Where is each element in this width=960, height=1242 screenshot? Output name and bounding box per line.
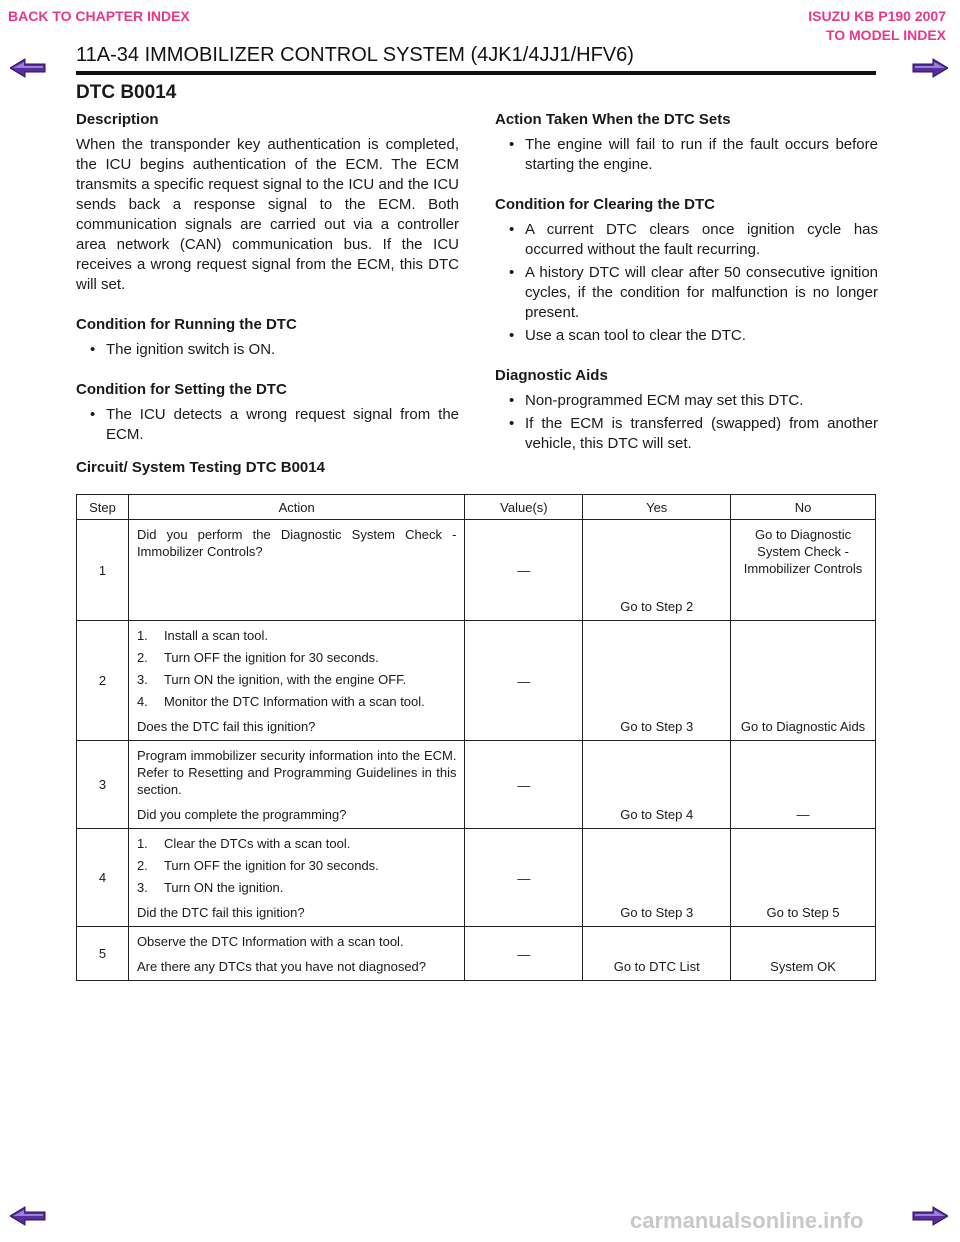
table-row [77, 741, 876, 829]
no-cell: Go to Diagnostic Aids [731, 621, 876, 741]
action-question: Does the DTC fail this ignition? [136, 719, 316, 734]
back-to-chapter-index-link[interactable]: BACK TO CHAPTER INDEX [8, 8, 190, 24]
next-page-arrow-icon[interactable] [912, 1206, 948, 1226]
previous-page-arrow-icon[interactable] [10, 58, 46, 78]
action-cell [128, 741, 465, 829]
setting-heading: Condition for Setting the DTC [76, 381, 287, 398]
action-cell [128, 927, 465, 981]
aids-heading: Diagnostic Aids [495, 367, 608, 384]
value-cell: — [465, 927, 583, 981]
list-item: • The ignition switch is ON. [90, 341, 276, 358]
action-intro: Program immobilizer security information into the ECM. Refer to Resetting and Programming Guidelines in this section. [136, 748, 457, 797]
to-model-index-link[interactable]: TO MODEL INDEX [825, 27, 946, 43]
list-item: 4. Monitor the DTC Information with a scan tool. [136, 694, 425, 709]
header-step: Step [77, 495, 129, 520]
list-item: • A current DTC clears once ignition cycle has occurred without the fault recurring. [509, 221, 878, 258]
yes-cell: Go to Step 2 [583, 520, 731, 621]
left-column [76, 110, 459, 465]
running-heading: Condition for Running the DTC [76, 316, 297, 333]
clearing-heading: Condition for Clearing the DTC [495, 196, 715, 213]
description-text: When the transponder key authentication is completed, the ICU begins authentication of the ECM. The ECM transmits a specific request signal to the ICU and the ICU sends back a response signal to the ECM. Both communication signals are carried out via a controller area network (CAN) communication bus. If the ICU receives a wrong request signal from the ECM, this DTC will set. [76, 136, 459, 293]
table-row [77, 621, 876, 741]
list-item: • Non-programmed ECM may set this DTC. [509, 392, 804, 409]
list-item: • The ICU detects a wrong request signal from the ECM. [90, 406, 459, 443]
yes-cell: Go to Step 3 [583, 621, 731, 741]
diagnostic-table [76, 494, 876, 981]
running-list [76, 340, 459, 360]
table-header-row [77, 495, 876, 520]
step-number: 1 [77, 520, 129, 621]
value-cell: — [465, 829, 583, 927]
no-cell: — [731, 741, 876, 829]
action-question: Are there any DTCs that you have not diagnosed? [136, 959, 427, 974]
yes-cell: Go to DTC List [583, 927, 731, 981]
list-item: 2. Turn OFF the ignition for 30 seconds. [136, 858, 379, 873]
no-cell: Go to Step 5 [731, 829, 876, 927]
header-no: No [731, 495, 876, 520]
list-item: 1. Install a scan tool. [136, 628, 268, 643]
right-column [495, 110, 878, 474]
action-cell [128, 829, 465, 927]
description-heading: Description [76, 111, 159, 128]
value-cell: — [465, 621, 583, 741]
step-number: 2 [77, 621, 129, 741]
action-question: Did the DTC fail this ignition? [136, 905, 305, 920]
header-rule [76, 71, 876, 75]
list-item: 3. Turn ON the ignition, with the engine OFF. [136, 672, 407, 687]
list-item: 3. Turn ON the ignition. [136, 880, 284, 895]
list-item: • The engine will fail to run if the fault occurs before starting the engine. [509, 136, 878, 173]
aids-list [495, 391, 878, 454]
list-item: 2. Turn OFF the ignition for 30 seconds. [136, 650, 379, 665]
yes-cell: Go to Step 3 [583, 829, 731, 927]
substep-list [137, 627, 457, 710]
page-header-title: 11A-34 IMMOBILIZER CONTROL SYSTEM (4JK1/4JJ1/HFV6) [76, 44, 634, 66]
model-title-link[interactable]: ISUZU KB P190 2007 [808, 8, 946, 24]
previous-page-arrow-icon[interactable] [10, 1206, 46, 1226]
step-number: 4 [77, 829, 129, 927]
action-intro: Did you perform the Diagnostic System Check - Immobilizer Controls? [136, 527, 457, 559]
list-item: • A history DTC will clear after 50 consecutive ignition cycles, if the condition for malfunction is no longer present. [509, 264, 878, 321]
no-cell: System OK [731, 927, 876, 981]
table-row [77, 520, 876, 621]
action-intro: Observe the DTC Information with a scan tool. [136, 934, 404, 949]
no-cell: Go to Diagnostic System Check - Immobilizer Controls [731, 520, 876, 621]
list-item: • Use a scan tool to clear the DTC. [509, 327, 746, 344]
action-question: Did you complete the programming? [136, 807, 347, 822]
value-cell: — [465, 741, 583, 829]
list-item: • If the ECM is transferred (swapped) from another vehicle, this DTC will set. [509, 415, 878, 452]
yes-cell: Go to Step 4 [583, 741, 731, 829]
action-heading: Action Taken When the DTC Sets [495, 111, 731, 128]
circuit-testing-title: Circuit/ System Testing DTC B0014 [76, 459, 325, 476]
step-number: 3 [77, 741, 129, 829]
next-page-arrow-icon[interactable] [912, 58, 948, 78]
table-row [77, 829, 876, 927]
watermark: carmanualsonline.info [630, 1208, 864, 1233]
clearing-list [495, 220, 878, 346]
value-cell: — [465, 520, 583, 621]
setting-list [76, 405, 459, 445]
list-item: 1. Clear the DTCs with a scan tool. [136, 836, 351, 851]
header-action: Action [128, 495, 465, 520]
dtc-title: DTC B0014 [76, 82, 177, 103]
action-list [495, 135, 878, 175]
header-yes: Yes [583, 495, 731, 520]
step-number: 5 [77, 927, 129, 981]
table-row [77, 927, 876, 981]
action-cell [128, 621, 465, 741]
action-cell [128, 520, 465, 621]
substep-list [137, 835, 457, 896]
header-values: Value(s) [465, 495, 583, 520]
